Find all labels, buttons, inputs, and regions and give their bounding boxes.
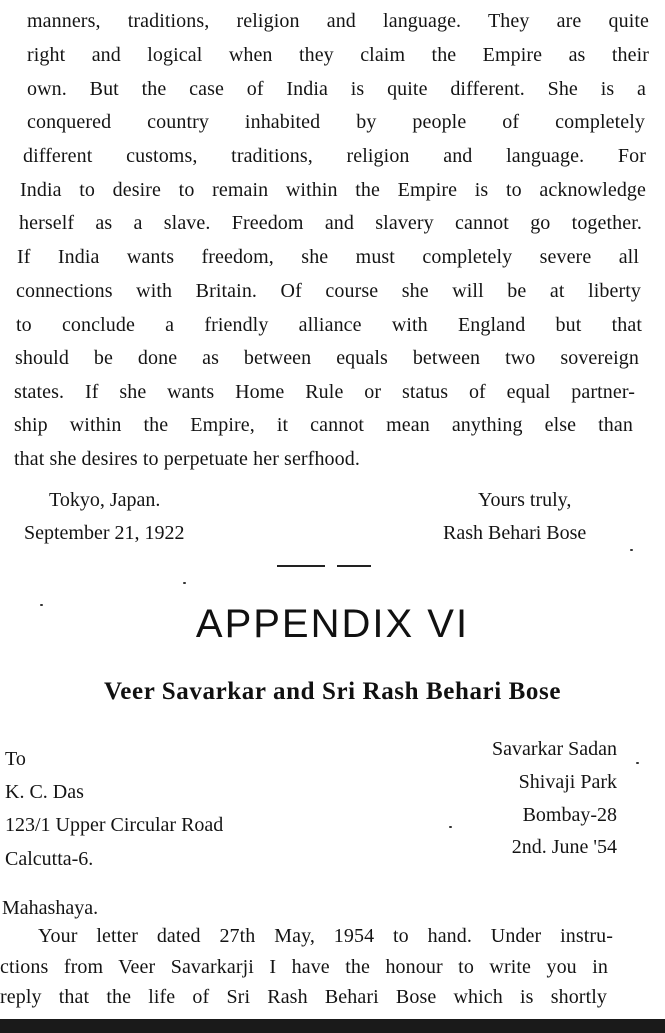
appendix-title: Veer Savarkar and Sri Rash Behari Bose xyxy=(103,678,562,705)
recipient-line: 123/1 Upper Circular Road xyxy=(5,814,224,836)
sender-line: Savarkar Sadan xyxy=(492,738,617,760)
scan-speck xyxy=(183,582,186,584)
letter-line: India to desire to remain within the Empire is to acknowledge xyxy=(20,179,646,201)
letter-line: own. But the case of India is quite different. She is a xyxy=(27,78,646,100)
scan-speck xyxy=(449,826,452,828)
section-divider xyxy=(277,565,325,567)
signoff-closing: Yours truly, xyxy=(478,489,572,511)
letter-line: to conclude a friendly alliance with England but that xyxy=(16,314,642,336)
scan-speck xyxy=(40,604,43,606)
recipient-line: To xyxy=(5,748,26,770)
scan-speck xyxy=(630,549,633,551)
letter-line: ctions from Veer Savarkarji I have the honour to write you in xyxy=(0,956,608,978)
letter-line: herself as a slave. Freedom and slavery cannot go together. xyxy=(19,212,642,234)
letter-line: conquered country inhabited by people of completely xyxy=(27,111,645,133)
signoff-place: Tokyo, Japan. xyxy=(49,489,161,511)
sender-line: 2nd. June '54 xyxy=(511,836,617,858)
letter-line: ship within the Empire, it cannot mean anything else than xyxy=(14,414,633,436)
sender-line: Shivaji Park xyxy=(518,771,617,793)
recipient-line: Calcutta-6. xyxy=(5,848,94,870)
letter-line: Your letter dated 27th May, 1954 to hand. Under instru- xyxy=(38,925,613,947)
letter-line: that she desires to perpetuate her serfhood. xyxy=(14,448,360,470)
signoff-signature: Rash Behari Bose xyxy=(443,522,587,544)
recipient-line: K. C. Das xyxy=(5,781,84,803)
letter-line: reply that the life of Sri Rash Behari Bose which is shortly xyxy=(0,986,607,1008)
section-divider xyxy=(337,565,371,567)
letter-line: different customs, traditions, religion and language. For xyxy=(23,145,646,167)
letter-line: states. If she wants Home Rule or status of equal partner- xyxy=(14,381,635,403)
signoff-date: September 21, 1922 xyxy=(24,522,185,544)
scan-speck xyxy=(636,762,639,764)
letter-line: manners, traditions, religion and language. They are quite xyxy=(27,10,649,32)
scan-bottom-edge xyxy=(0,1019,665,1033)
letter-line: If India wants freedom, she must completely severe all xyxy=(17,246,639,268)
appendix-heading: APPENDIX VI xyxy=(195,602,470,646)
salutation: Mahashaya. xyxy=(2,897,99,919)
letter-line: should be done as between equals between two sovereign xyxy=(15,347,639,369)
sender-line: Bombay-28 xyxy=(522,804,617,826)
letter-line: right and logical when they claim the Empire as their xyxy=(27,44,649,66)
letter-line: connections with Britain. Of course she will be at liberty xyxy=(16,280,641,302)
